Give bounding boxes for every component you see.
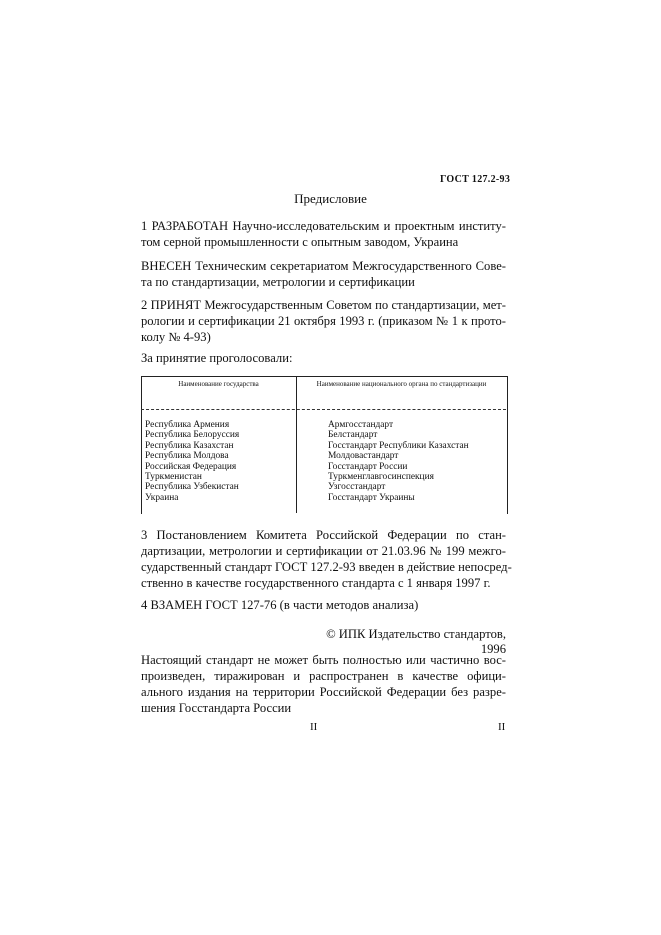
table-header-state: Наименование государства	[178, 380, 259, 388]
paragraph-line: Настоящий стандарт не может быть полностью или частично вос-	[141, 653, 506, 667]
paragraph-line: ального издания на территории Российской Федерации без разре-	[141, 685, 506, 699]
table-cell-body: Туркменглавгосинспекция	[328, 472, 434, 483]
document-code: ГОСТ 127.2-93	[440, 174, 511, 185]
table-cell-body: Армгосстандарт	[328, 420, 394, 430]
page-number-right: II	[498, 721, 506, 733]
table-header-separator	[141, 409, 506, 410]
table-cell-state: Республика Армения	[145, 420, 230, 430]
voted-label	[141, 350, 506, 366]
table-cell-state: Республика Молдова	[145, 451, 229, 462]
paragraph-line: та по стандартизации, метрологии и сертификации	[141, 275, 415, 289]
table-cell-state: Российская Федерация	[145, 461, 237, 472]
paragraph-line: шения Госстандарта России	[141, 701, 292, 715]
paragraph-line: 3 Постановлением Комитета Российской Федерации по стан-	[141, 528, 506, 542]
developed-paragraph	[141, 218, 506, 250]
page-number-center: II	[310, 721, 318, 733]
notice-paragraph	[141, 652, 506, 716]
table-cell-body: Молдовастандарт	[328, 451, 399, 462]
table-cell-state: Туркменистан	[145, 472, 202, 483]
paragraph-line: За принятие проголосовали:	[141, 351, 293, 365]
paragraph-line: ВНЕСЕН Техническим секретариатом Межгосударственного Сове-	[141, 259, 506, 273]
paragraph-line: рологии и сертификации 21 октября 1993 г. (приказом № 1 к прото-	[141, 314, 506, 328]
table-header-body: Наименование национального органа по стандартизации	[316, 380, 487, 388]
decree-paragraph	[141, 527, 512, 591]
table-cell-state: Украина	[145, 492, 179, 503]
copyright-line: © ИПК Издательство стандартов, 1996	[326, 627, 506, 656]
table-cell-state: Республика Белоруссия	[145, 430, 240, 441]
table-column-divider	[296, 376, 297, 513]
paragraph-line: сударственный стандарт ГОСТ 127.2-93 введен в действие непосред-	[141, 560, 512, 574]
table-cell-body: Узгосстандарт	[328, 482, 386, 493]
bodies-column	[328, 420, 469, 503]
paragraph-line: 1 РАЗРАБОТАН Научно-исследовательским и проектным институ-	[141, 219, 506, 233]
table-cell-body: Госстандарт Украины	[328, 492, 415, 503]
table-cell-state: Республика Казахстан	[145, 440, 234, 451]
paragraph-line: колу № 4-93)	[141, 330, 211, 344]
table-cell-body: Белстандарт	[328, 430, 378, 441]
introduced-paragraph	[141, 258, 506, 290]
table-cell-body: Госстандарт Республики Казахстан	[328, 440, 469, 451]
table-cell-body: Госстандарт России	[328, 461, 408, 472]
replaces-paragraph	[141, 597, 506, 613]
paragraph-line: том серной промышленности с опытным заводом, Украина	[141, 235, 459, 249]
paragraph-line: 2 ПРИНЯТ Межгосударственным Советом по стандартизации, мет-	[141, 298, 506, 312]
paragraph-line: дартизации, метрологии и сертификации от 21.03.96 № 199 межго-	[141, 544, 506, 558]
paragraph-line: произведен, тиражирован и распространен в качестве офици-	[141, 669, 506, 683]
states-column	[145, 420, 239, 503]
table-cell-state: Республика Узбекистан	[145, 482, 239, 493]
paragraph-line: ственно в качестве государственного стандарта с 1 января 1997 г.	[141, 576, 491, 590]
adopted-paragraph	[141, 297, 506, 345]
page-title: Предисловие	[294, 191, 367, 206]
paragraph-line: 4 ВЗАМЕН ГОСТ 127-76 (в части методов анализа)	[141, 598, 419, 612]
